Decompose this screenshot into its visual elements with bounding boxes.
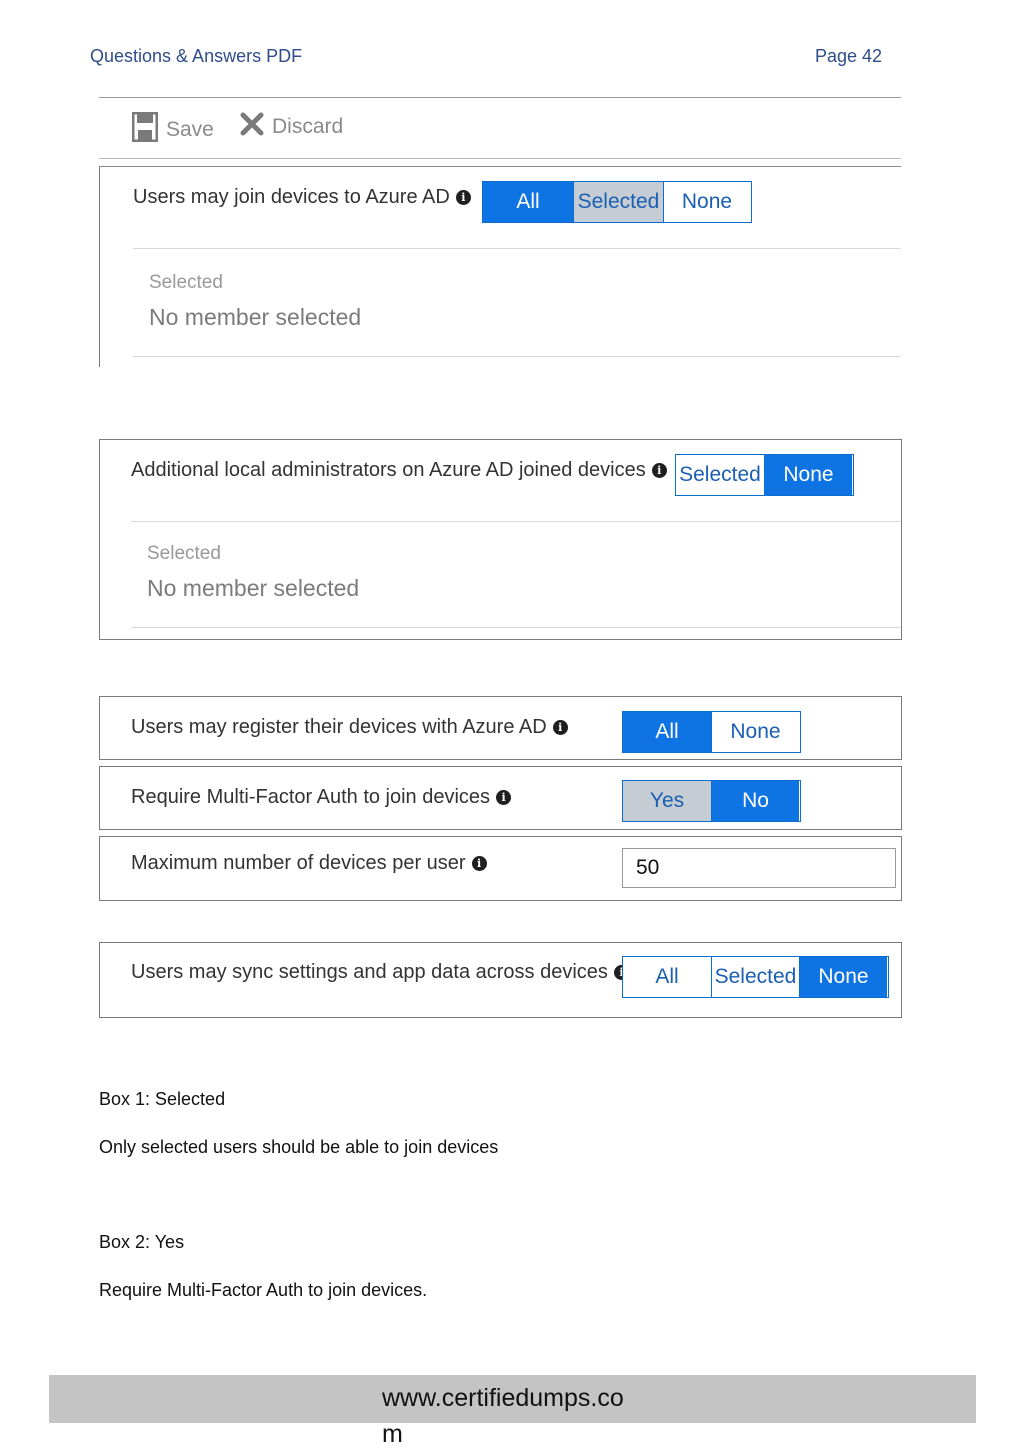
option-all[interactable]: All (623, 957, 711, 997)
option-yes[interactable]: Yes (623, 781, 711, 821)
option-none[interactable]: None (711, 712, 799, 752)
footer-url: www.certifiedumps.com (382, 1384, 624, 1448)
option-none[interactable]: None (799, 957, 887, 997)
register-devices-label: Users may register their devices with Azure AD i (131, 716, 568, 739)
divider (131, 627, 901, 628)
selected-label: Selected (149, 272, 223, 293)
join-devices-label: Users may join devices to Azure AD i (133, 186, 471, 209)
option-selected[interactable]: Selected (676, 455, 764, 495)
save-button[interactable] (132, 112, 214, 148)
local-admins-label: Additional local administrators on Azure AD joined devices i (131, 459, 667, 482)
divider (99, 166, 901, 167)
save-icon (132, 112, 158, 148)
info-icon[interactable]: i (496, 790, 511, 805)
option-selected[interactable]: Selected (573, 182, 663, 222)
members-link[interactable]: No member selected (147, 575, 360, 601)
info-icon[interactable]: i (553, 720, 568, 735)
box2-title: Box 2: Yes (99, 1232, 185, 1252)
box2-text: Require Multi-Factor Auth to join devices. (99, 1280, 428, 1300)
max-devices-label: Maximum number of devices per user i (131, 852, 487, 875)
divider (133, 356, 901, 357)
info-icon[interactable]: i (456, 190, 471, 205)
discard-button[interactable] (240, 112, 343, 142)
selected-label: Selected (147, 543, 221, 564)
max-devices-input[interactable] (622, 848, 896, 888)
discard-label: Discard (272, 115, 344, 138)
join-devices-toggle (482, 181, 752, 223)
sync-settings-toggle (622, 956, 889, 998)
header-title: Questions & Answers PDF (90, 46, 303, 66)
save-label: Save (166, 118, 214, 141)
option-none[interactable]: None (663, 182, 750, 222)
register-devices-toggle (622, 711, 801, 753)
option-all[interactable]: All (483, 182, 573, 222)
toolbar (99, 98, 901, 156)
divider (99, 158, 901, 159)
info-icon[interactable]: i (472, 856, 487, 871)
box1-title: Box 1: Selected (99, 1089, 226, 1109)
divider (131, 521, 901, 522)
section-border (99, 167, 100, 367)
option-no[interactable]: No (711, 781, 799, 821)
option-none[interactable]: None (764, 455, 852, 495)
info-icon[interactable]: i (652, 463, 667, 478)
option-all[interactable]: All (623, 712, 711, 752)
sync-settings-label: Users may sync settings and app data across devices i (131, 961, 629, 984)
divider (133, 248, 901, 249)
info-icon[interactable]: i (614, 965, 629, 980)
close-icon (240, 112, 264, 142)
mfa-label: Require Multi-Factor Auth to join devices i (131, 786, 511, 809)
mfa-toggle (622, 780, 801, 822)
local-admins-toggle (675, 454, 854, 496)
members-link[interactable]: No member selected (149, 304, 362, 330)
page-number: Page 42 (815, 46, 883, 66)
option-selected[interactable]: Selected (711, 957, 799, 997)
box1-text: Only selected users should be able to join devices (99, 1137, 499, 1157)
